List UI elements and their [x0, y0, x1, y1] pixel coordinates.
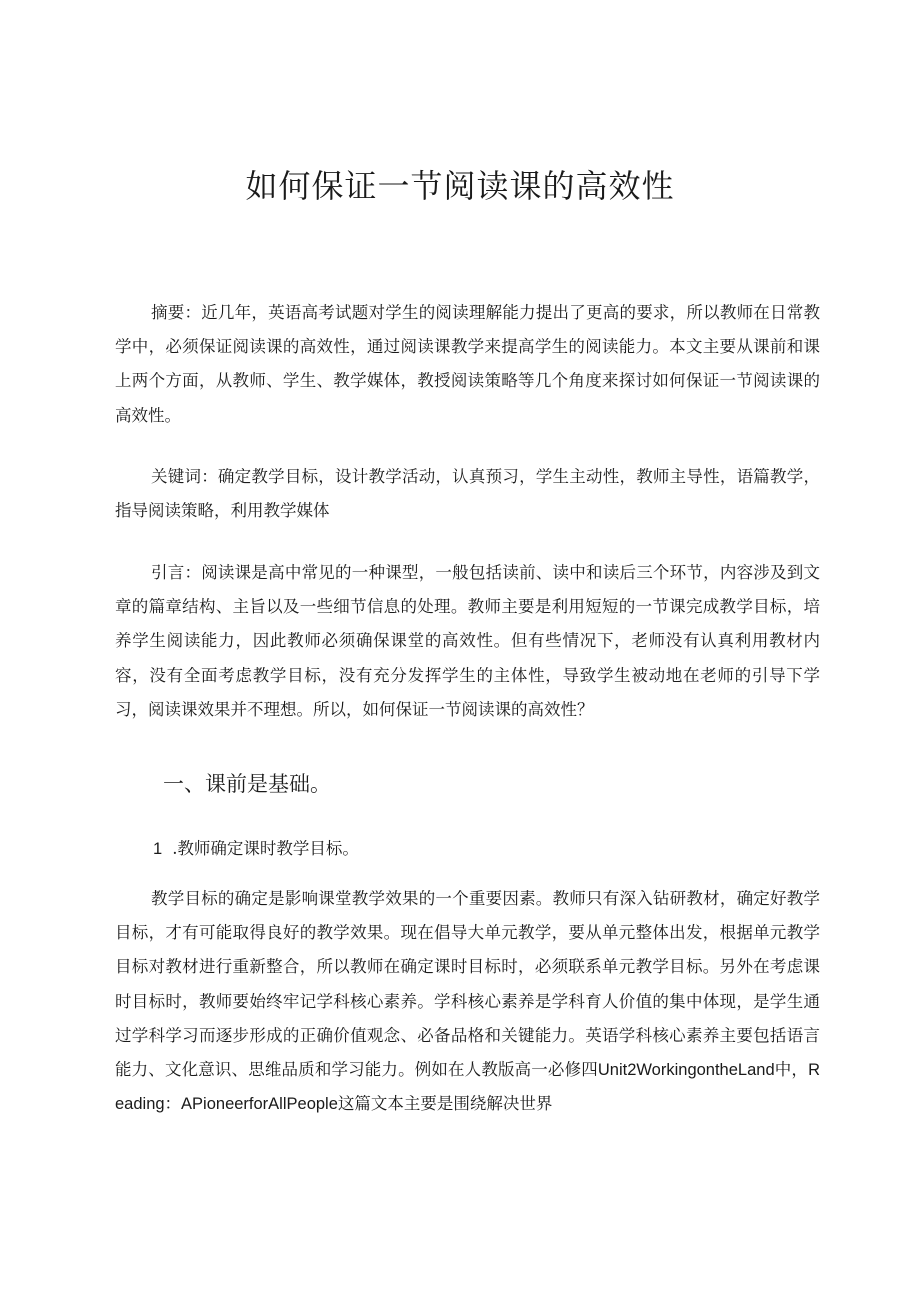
body-text-part-2: 中， [774, 1060, 809, 1080]
document-title: 如何保证一节阅读课的高效性 [245, 167, 675, 205]
subsection-1-number: 1 [153, 840, 163, 858]
subsection-1-title: .教师确定课时教学目标。 [172, 839, 359, 858]
introduction-paragraph: 引言：阅读课是高中常见的一种课型，一般包括读前、读中和读后三个环节，内容涉及到文章的篇章结构、主旨以及一些细节信息的处理。教师主要是利用短短的一节课完成教学目标，培养学生阅读能力，因此教师必须确保课堂的高效性。但有些情况下，老师没有认真利用教材内容，没有全面考虑教学目标，没有充分发挥学生的主体性，导致学生被动地在老师的引导下学习，阅读课效果并不理想。所以，如何保证一节阅读课的高效性？ [115, 563, 820, 719]
abstract-paragraph: 摘要：近几年，英语高考试题对学生的阅读理解能力提出了更高的要求，所以教师在日常教学中，必须保证阅读课的高效性，通过阅读课教学来提高学生的阅读能力。本文主要从课前和课上两个方面，从教师、学生、教学媒体，教授阅读策略等几个角度来探讨如何保证一节阅读课的高效性。 [115, 303, 820, 425]
subsection-1-body [115, 882, 820, 1121]
subsection-1-heading [153, 832, 359, 866]
body-text-part-3: 这篇文本主要是围绕解决世界 [337, 1094, 553, 1114]
body-text-part-1: 教学目标的确定是影响课堂教学效果的一个重要因素。教师只有深入钻研教材，确定好教学目标，才有可能取得良好的教学效果。现在倡导大单元教学，要从单元整体出发，根据单元教学目标对教材进行重新整合，所以教师在确定课时目标时，必须联系单元教学目标。另外在考虑课时目标时，教师要始终牢记学科核心素养。学科核心素养是学科育人价值的集中体现，是学生通过学科学习而逐步形成的正确价值观念、必备品格和关键能力。英语学科核心素养主要包括语言能力、文化意识、思维品质和学习能力。例如在人教版高一必修四 [115, 889, 820, 1080]
section-1-heading: 一、课前是基础。 [163, 772, 331, 796]
body-latin-reading-title: Reading：APioneerforAllPeople [115, 1061, 821, 1114]
body-latin-unit-title: Unit2WorkingontheLand [597, 1061, 775, 1080]
keywords-paragraph: 关键词：确定教学目标，设计教学活动，认真预习，学生主动性，教师主导性，语篇教学，指导阅读策略，利用教学媒体 [115, 467, 820, 521]
